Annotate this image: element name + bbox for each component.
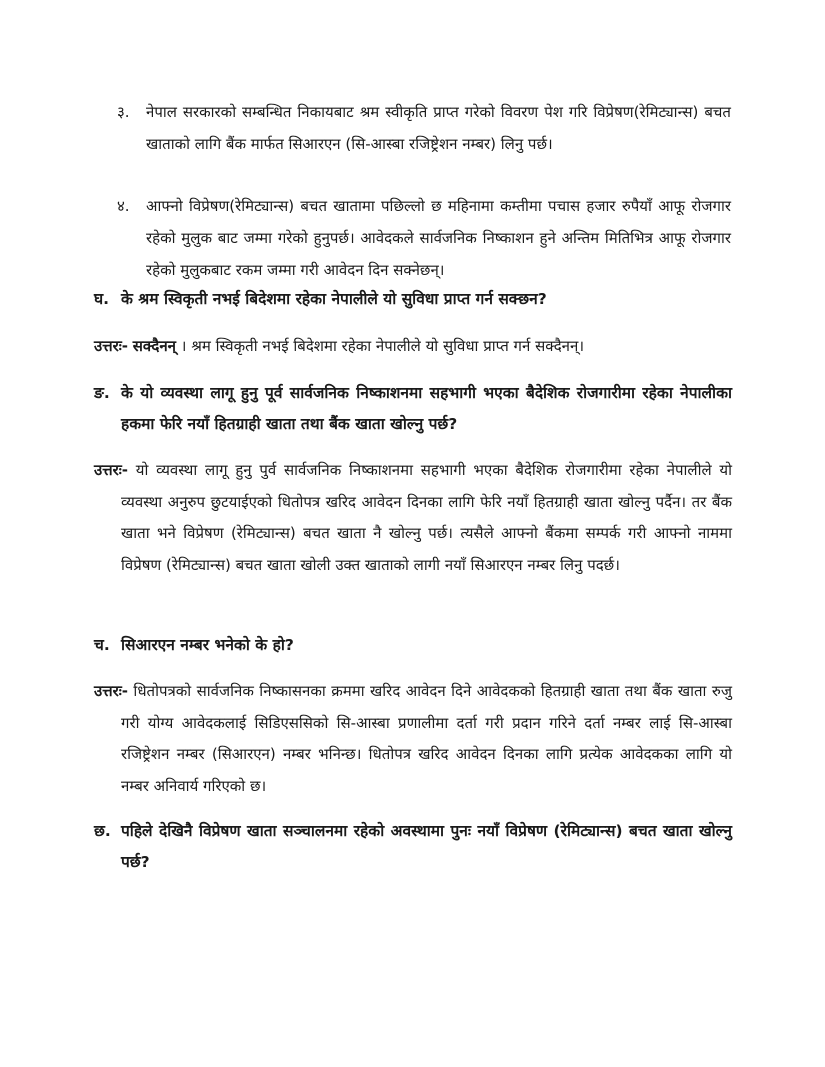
list-item-4: [117, 190, 731, 286]
answer-cha: [94, 676, 732, 802]
question-text: सिआरएन नम्बर भनेको के हो?: [121, 636, 294, 654]
question-label: ङ.: [94, 384, 110, 402]
question-chha: [94, 816, 732, 878]
answer-label: उत्तरः-: [94, 337, 128, 355]
question-gha: [94, 284, 732, 315]
answer-label: उत्तरः-: [94, 461, 128, 479]
question-text: पहिले देखिनै विप्रेषण खाता सञ्चालनमा रहेको अवस्थामा पुनः नयाँ विप्रेषण (रेमिट्यान्स) बचत खाता खोल्नु पर्छ?: [121, 822, 732, 871]
list-item-number: ३.: [117, 103, 130, 121]
list-item-3: [117, 96, 731, 160]
answer-label: उत्तरः-: [94, 682, 128, 700]
list-item-text: नेपाल सरकारको सम्बन्धित निकायबाट श्रम स्वीकृति प्राप्त गरेको विवरण पेश गरि विप्रेषण(रेमिट्यान्स) बचत खाताको लागि बैंक मार्फत सिआरएन (सि-आस्बा रजिष्ट्रेशन नम्बर) लिनु पर्छ।: [146, 103, 731, 153]
question-nga: [94, 378, 732, 440]
question-label: छ.: [94, 822, 111, 840]
question-label: घ.: [94, 290, 110, 308]
answer-text: धितोपत्रको सार्वजनिक निष्कासनका क्रममा खरिद आवेदन दिने आवेदकको हितग्राही खाता तथा बैंक खाता रुजु गरी योग्य आवेदकलाई सिडिएससिको सि-आस्बा प्रणालीमा दर्ता गरी प्रदान गरिने दर्ता नम्बर लाई सि-आस्बा रजिष्ट्रेशन नम्बर (सिआरएन) नम्बर भनिन्छ। धितोपत्र खरिद आवेदन दिनका लागि प्रत्येक आवेदकका लागि यो नम्बर अनिवार्य गरिएको छ।: [121, 682, 732, 795]
question-text: के श्रम स्विकृती नभई बिदेशमा रहेका नेपालीले यो सुविधा प्राप्त गर्न सक्छन?: [121, 290, 547, 308]
answer-text: । श्रम स्विकृती नभई बिदेशमा रहेका नेपालीले यो सुविधा प्राप्त गर्न सक्दैनन्।: [176, 337, 585, 355]
question-cha: [94, 630, 732, 661]
answer-nga: [94, 455, 732, 581]
answer-text: यो व्यवस्था लागू हुनु पुर्व सार्वजनिक निष्काशनमा सहभागी भएका बैदेशिक रोजगारीमा रहेका नेपालीले यो व्यवस्था अनुरुप छुटयाईएको धितोपत्र खरिद आवेदन दिनका लागि फेरि नयाँ हितग्राही खाता खोल्नु पर्दैन। तर बैंक खाता भने विप्रेषण (रेमिट्यान्स) बचत खाता नै खोल्नु पर्छ। त्यसैले आफ्नो बैंकमा सम्पर्क गरी आफ्नो नाममा विप्रेषण (रेमिट्यान्स) बचत खाता खोली उक्त खाताको लागी नयाँ सिआरएन नम्बर लिनु पदर्छ।: [121, 461, 732, 574]
question-text: के यो व्यवस्था लागू हुनु पूर्व सार्वजनिक निष्काशनमा सहभागी भएका बैदेशिक रोजगारीमा रहेका नेपालीका हकमा फेरि नयाँ हितग्राही खाता तथा बैंक खाता खोल्नु पर्छ?: [121, 384, 732, 433]
answer-emphasis: सक्दैनन्: [132, 337, 176, 355]
answer-gha: [94, 331, 732, 363]
list-item-text: आफ्नो विप्रेषण(रेमिट्यान्स) बचत खातामा पछिल्लो छ महिनामा कम्तीमा पचास हजार रुपैयाँ आफू रोजगार रहेको मुलुक बाट जम्मा गरेको हुनुपर्छ। आवेदकले सार्वजनिक निष्काशन हुने अन्तिम मितिभित्र आफू रोजगार रहेको मुलुकबाट रकम जम्मा गरी आवेदन दिन सक्नेछन्।: [146, 197, 731, 279]
list-item-number: ४.: [117, 197, 130, 215]
question-label: च.: [94, 636, 110, 654]
